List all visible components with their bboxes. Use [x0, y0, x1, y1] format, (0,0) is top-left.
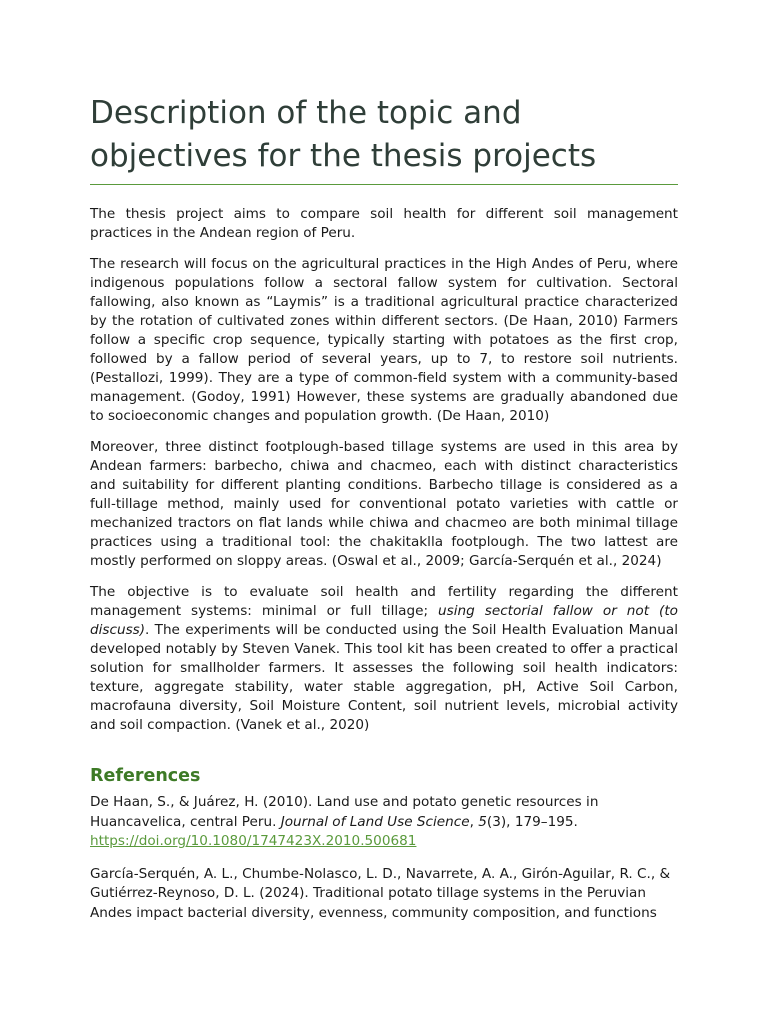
reference-authors: De Haan, S., & Juárez, H. (2010). Land use and potato genetic resources in Huancavelica, central Peru. — [90, 794, 599, 830]
reference-de-haan — [90, 793, 678, 852]
paragraph-objective — [90, 583, 678, 735]
reference-journal: Journal of Land Use Science — [280, 813, 470, 830]
reference-garcia-serquen: García-Serquén, A. L., Chumbe-Nolasco, L. D., Navarrete, A. A., Girón-Aguilar, R. C., & Gutiérrez-Reynoso, D. L. (2024). Traditional potato tillage systems in the Peruvian Andes impact bacterial diversity, evenness, community composition, and functions — [90, 865, 671, 921]
reference-separator: , — [469, 813, 479, 830]
objective-text-end: . The experiments will be conducted using the Soil Health Evaluation Manual developed notably by Steven Vanek. This tool kit has been created to offer a practical solution for smallholder farmers. It assesses the following soil health indicators: texture, aggregate stability, water stable aggregation, pH, Active Soil Carbon, macrofauna diversity, Soil Moisture Content, soil nutrient levels, microbial activity and soil compaction. (Vanek et al., 2020) — [90, 622, 678, 733]
reference-pages: (3), 179–195. — [486, 813, 578, 830]
references-heading: References — [90, 766, 201, 786]
document-body — [90, 205, 678, 923]
reference-doi-link[interactable]: https://doi.org/10.1080/1747423X.2010.500681 — [90, 833, 417, 849]
paragraph-tillage-systems: Moreover, three distinct footplough-based tillage systems are used in this area by Andean farmers: barbecho, chiwa and chacmeo, each with distinct characteristics and suitability for different planting conditions. Barbecho tillage is considered as a full-tillage method, mainly used for conventional potato varieties with cattle or mechanized tractors on flat lands while chiwa and chacmeo are both minimal tillage practices using a traditional tool: the chakitaklla footplough. The two lattest are mostly performed on sloppy areas. (Oswal et al., 2009; García-Serquén et al., 2024) — [90, 439, 678, 569]
document-title: Description of the topic and objectives for the thesis projects — [90, 92, 678, 185]
objective-text-italic: using sectorial fallow or not (to discuss) — [90, 603, 678, 638]
paragraph-research-focus: The research will focus on the agricultural practices in the High Andes of Peru, where indigenous populations follow a sectoral fallow system for cultivation. Sectoral fallowing, also known as “Laymis” is a traditional agricultural practice characterized by the rotation of cultivated zones within different sectors. (De Haan, 2010) Farmers follow a specific crop sequence, typically starting with potatoes as the first crop, followed by a fallow period of several years, up to 7, to restore soil nutrients. (Pestallozi, 1999). They are a type of common-field system with a community-based management. (Godoy, 1991) However, these systems are gradually abandoned due to socioeconomic changes and population growth. (De Haan, 2010) — [90, 256, 678, 424]
paragraph-intro: The thesis project aims to compare soil health for different soil management practices in the Andean region of Peru. — [90, 206, 678, 241]
objective-text-start: The objective is to evaluate soil health and fertility regarding the different management systems: minimal or full tillage; — [90, 584, 678, 619]
reference-volume: 5 — [478, 813, 487, 830]
